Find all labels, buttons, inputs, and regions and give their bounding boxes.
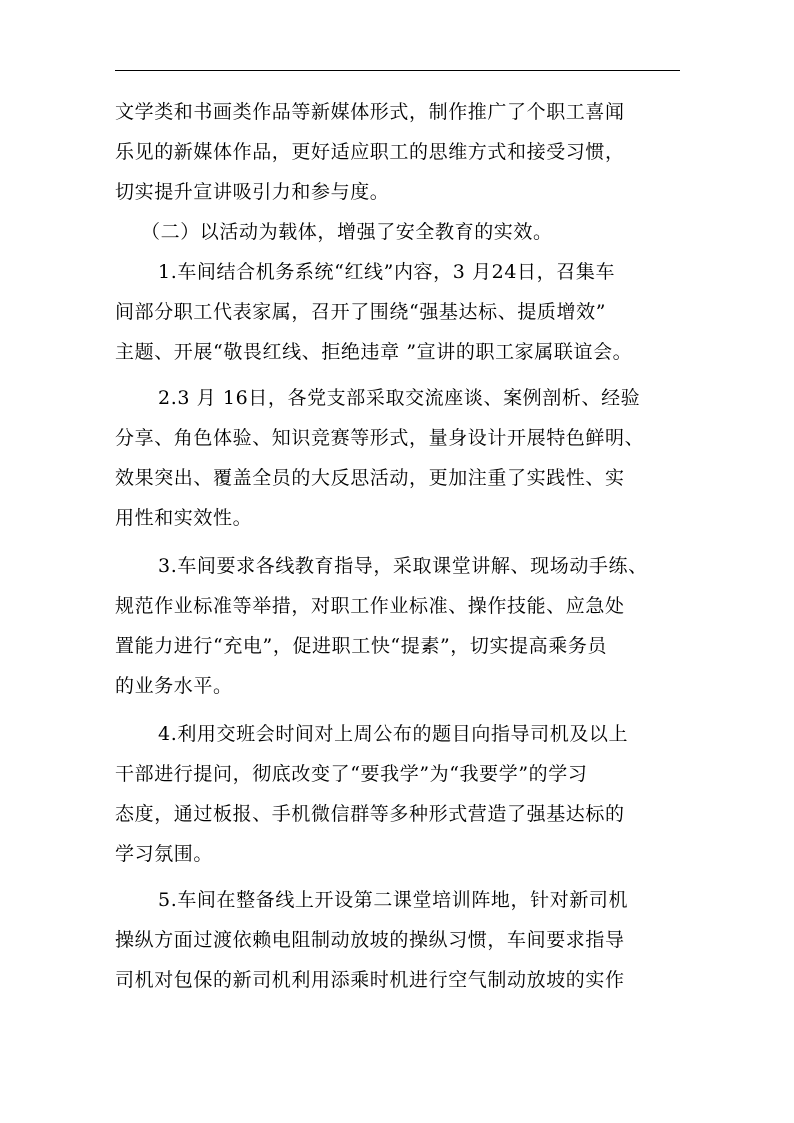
section-heading: （二）以活动为载体，增强了安全教育的实效。 <box>141 221 553 243</box>
text-line: 干部进行提问，彻底改变了“要我学”为“我要学”的学习 <box>115 763 588 785</box>
text-line: 效果突出、覆盖全员的大反思活动，更加注重了实践性、实 <box>115 467 625 489</box>
text-line: 间部分职工代表家属，召开了围绕“强基达标、提质增效” <box>115 301 607 323</box>
text-line: 的业务水平。 <box>115 675 233 697</box>
text-line: 态度，通过板报、手机微信群等多种形式营造了强基达标的 <box>115 803 625 825</box>
document-body <box>115 92 685 1000</box>
text-line: 4.利用交班会时间对上周公布的题目向指导司机及以上 <box>158 723 629 745</box>
text-line: 5.车间在整备线上开设第二课堂培训阵地，针对新司机 <box>158 889 629 911</box>
text-line: 乐见的新媒体作品，更好适应职工的思维方式和接受习惯， <box>115 141 625 163</box>
text-line: 用性和实效性。 <box>115 507 253 529</box>
text-line: 操纵方面过渡依赖电阻制动放坡的操纵习惯，车间要求指导 <box>115 929 625 951</box>
text-line: 文学类和书画类作品等新媒体形式，制作推广了个职工喜闻 <box>115 101 625 123</box>
text-line: 规范作业标准等举措，对职工作业标准、操作技能、应急处 <box>115 595 625 617</box>
text-line: 3.车间要求各线教育指导，采取课堂讲解、现场动手练、 <box>158 555 648 577</box>
text-line: 1.车间结合机务系统“红线”内容，3 月24日，召集车 <box>158 261 616 283</box>
text-line: 切实提升宣讲吸引力和参与度。 <box>115 181 390 203</box>
header-rule <box>115 70 680 71</box>
text-line: 置能力进行“充电”，促进职工快“提素”，切实提高乘务员 <box>115 635 608 657</box>
text-line: 主题、开展“敬畏红线、拒绝违章 ”宣讲的职工家属联谊会。 <box>115 341 633 363</box>
text-line: 学习氛围。 <box>115 843 214 865</box>
text-line: 分享、角色体验、知识竞赛等形式，量身设计开展特色鲜明、 <box>115 427 645 449</box>
text-line: 司机对包保的新司机利用添乘时机进行空气制动放坡的实作 <box>115 969 625 991</box>
text-line: 2.3 月 16日，各党支部采取交流座谈、案例剖析、经验 <box>158 387 641 409</box>
